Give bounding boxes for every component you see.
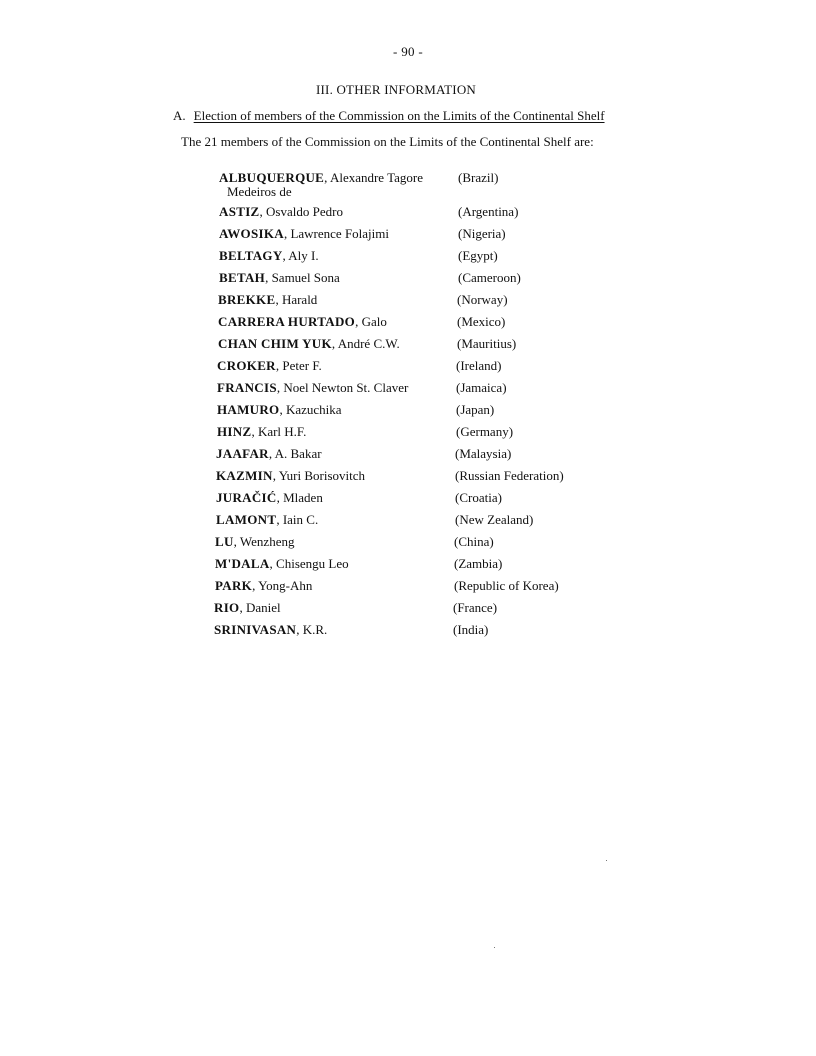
member-surname: JAAFAR bbox=[216, 446, 269, 461]
member-given-name: , Lawrence Folajimi bbox=[283, 226, 390, 241]
member-given-name: , K.R. bbox=[296, 622, 328, 637]
member-name bbox=[217, 424, 306, 439]
member-entry bbox=[217, 402, 495, 417]
member-name bbox=[216, 446, 322, 461]
member-country: (Zambia) bbox=[454, 556, 503, 571]
member-given-name: , Alexandre Tagore bbox=[324, 170, 423, 185]
member-name bbox=[217, 358, 322, 373]
member-entry bbox=[218, 336, 517, 351]
member-given-name-continuation: Medeiros de bbox=[227, 184, 292, 199]
member-entry bbox=[215, 556, 503, 571]
member-country: (Japan) bbox=[456, 402, 495, 417]
member-name bbox=[215, 534, 294, 549]
member-surname: ALBUQUERQUE bbox=[219, 170, 325, 185]
member-entry bbox=[216, 468, 564, 483]
member-surname: CROKER bbox=[217, 358, 276, 373]
member-surname: LU bbox=[215, 534, 234, 549]
member-country: (New Zealand) bbox=[455, 512, 534, 527]
member-entry bbox=[219, 226, 506, 241]
member-name bbox=[217, 402, 342, 417]
member-given-name: , Osvaldo Pedro bbox=[259, 204, 343, 219]
member-country: (Argentina) bbox=[458, 204, 519, 219]
member-surname: PARK bbox=[215, 578, 253, 593]
member-surname: HAMURO bbox=[217, 402, 280, 417]
scan-speck bbox=[606, 860, 607, 861]
member-country: (Germany) bbox=[456, 424, 514, 439]
member-name bbox=[219, 226, 389, 241]
member-country: (Ireland) bbox=[456, 358, 502, 373]
member-surname: LAMONT bbox=[216, 512, 277, 527]
member-country: (Russian Federation) bbox=[455, 468, 564, 483]
page-number: - 90 - bbox=[393, 44, 423, 59]
member-surname: HINZ bbox=[217, 424, 252, 439]
member-entry bbox=[216, 446, 512, 461]
member-given-name: , Kazuchika bbox=[279, 402, 342, 417]
member-name bbox=[217, 380, 408, 395]
member-surname: AWOSIKA bbox=[219, 226, 284, 241]
member-country: (Brazil) bbox=[458, 170, 499, 185]
member-country: (Jamaica) bbox=[456, 380, 507, 395]
member-country: (Egypt) bbox=[458, 248, 498, 263]
member-given-name: , Chisengu Leo bbox=[269, 556, 349, 571]
member-country: (Mexico) bbox=[457, 314, 506, 329]
subsection-letter: A. bbox=[173, 108, 186, 123]
member-surname: BREKKE bbox=[218, 292, 276, 307]
member-surname: KAZMIN bbox=[216, 468, 273, 483]
member-given-name: , A. Bakar bbox=[268, 446, 322, 461]
member-name bbox=[218, 336, 400, 351]
member-country: (Norway) bbox=[457, 292, 508, 307]
member-given-name: , Peter F. bbox=[275, 358, 322, 373]
member-name bbox=[219, 248, 319, 263]
member-surname: CHAN CHIM YUK bbox=[218, 336, 332, 351]
member-name bbox=[219, 204, 343, 219]
member-given-name: , Iain C. bbox=[276, 512, 319, 527]
member-country: (India) bbox=[453, 622, 489, 637]
member-given-name: , Mladen bbox=[276, 490, 323, 505]
member-name bbox=[219, 170, 423, 185]
member-given-name: , Yuri Borisovitch bbox=[272, 468, 366, 483]
member-surname: SRINIVASAN bbox=[214, 622, 297, 637]
member-given-name: , André C.W. bbox=[331, 336, 400, 351]
member-entry bbox=[219, 170, 499, 199]
member-given-name: , Wenzheng bbox=[233, 534, 295, 549]
member-given-name: , Karl H.F. bbox=[251, 424, 307, 439]
member-given-name: , Galo bbox=[355, 314, 387, 329]
member-entry bbox=[216, 490, 502, 505]
member-country: (Mauritius) bbox=[457, 336, 517, 351]
member-given-name: , Noel Newton St. Claver bbox=[276, 380, 409, 395]
member-entry bbox=[219, 270, 521, 285]
intro-paragraph: The 21 members of the Commission on the Limits of the Continental Shelf are: bbox=[181, 134, 594, 149]
member-country: (Malaysia) bbox=[455, 446, 512, 461]
member-name bbox=[214, 622, 327, 637]
member-entry bbox=[219, 204, 519, 219]
member-name bbox=[216, 468, 365, 483]
member-surname: FRANCIS bbox=[217, 380, 277, 395]
member-entry bbox=[214, 600, 498, 615]
subsection-title: Election of members of the Commission on the Limits of the Continental Shelf bbox=[193, 108, 605, 123]
member-name bbox=[215, 578, 312, 593]
member-given-name: , Samuel Sona bbox=[265, 270, 340, 285]
member-country: (Republic of Korea) bbox=[454, 578, 559, 593]
section-heading: III. OTHER INFORMATION bbox=[315, 82, 477, 97]
member-country: (France) bbox=[453, 600, 498, 615]
member-surname: ASTIZ bbox=[219, 204, 260, 219]
member-given-name: , Yong-Ahn bbox=[252, 578, 313, 593]
member-surname: BETAH bbox=[219, 270, 266, 285]
member-name bbox=[218, 314, 387, 329]
member-entry bbox=[217, 380, 507, 395]
scan-speck bbox=[494, 947, 495, 948]
member-entry bbox=[216, 512, 534, 527]
member-surname: CARRERA HURTADO bbox=[218, 314, 356, 329]
member-name bbox=[215, 556, 349, 571]
member-entry bbox=[218, 292, 508, 307]
member-name bbox=[218, 292, 317, 307]
member-name bbox=[214, 600, 281, 615]
member-given-name: , Aly I. bbox=[282, 248, 319, 263]
member-country: (China) bbox=[454, 534, 494, 549]
member-surname: RIO bbox=[214, 600, 240, 615]
member-entry bbox=[214, 622, 489, 637]
member-surname: BELTAGY bbox=[219, 248, 283, 263]
member-entry bbox=[218, 314, 506, 329]
member-name bbox=[216, 512, 318, 527]
member-entry bbox=[217, 358, 502, 373]
member-given-name: , Harald bbox=[275, 292, 318, 307]
member-given-name: , Daniel bbox=[239, 600, 281, 615]
member-country: (Nigeria) bbox=[458, 226, 506, 241]
member-country: (Croatia) bbox=[455, 490, 502, 505]
member-name bbox=[219, 270, 340, 285]
member-entry bbox=[219, 248, 498, 263]
member-name bbox=[216, 490, 323, 505]
member-entry bbox=[217, 424, 514, 439]
member-entry bbox=[215, 534, 494, 549]
member-surname: JURAČIĆ bbox=[216, 490, 277, 505]
member-surname: M'DALA bbox=[215, 556, 270, 571]
member-entry bbox=[215, 578, 559, 593]
member-country: (Cameroon) bbox=[458, 270, 521, 285]
